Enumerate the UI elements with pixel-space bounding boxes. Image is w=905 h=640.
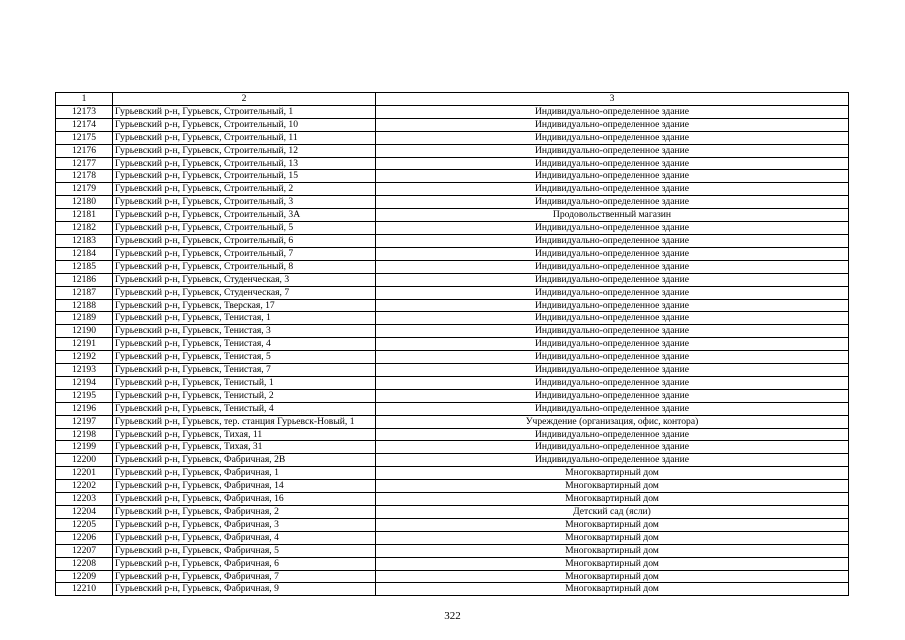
row-address-cell: Гурьевский р-н, Гурьевск, Тихая, 31 (113, 441, 376, 454)
row-number-cell: 12197 (56, 415, 113, 428)
table-row (56, 157, 849, 170)
row-type-cell: Индивидуально-определенное здание (376, 338, 849, 351)
row-address-cell: Гурьевский р-н, Гурьевск, Тенистая, 4 (113, 338, 376, 351)
row-type-cell: Индивидуально-определенное здание (376, 428, 849, 441)
row-type-cell: Многоквартирный дом (376, 557, 849, 570)
header-cell-address: 2 (113, 93, 376, 106)
row-address-cell: Гурьевский р-н, Гурьевск, Тенистый, 4 (113, 402, 376, 415)
row-type-cell: Индивидуально-определенное здание (376, 196, 849, 209)
row-address-cell: Гурьевский р-н, Гурьевск, Строительный, 11 (113, 131, 376, 144)
row-address-cell: Гурьевский р-н, Гурьевск, Тенистая, 3 (113, 325, 376, 338)
row-address-cell: Гурьевский р-н, Гурьевск, Тенистая, 7 (113, 364, 376, 377)
table-row (56, 364, 849, 377)
row-number-cell: 12174 (56, 118, 113, 131)
row-address-cell: Гурьевский р-н, Гурьевск, Тихая, 11 (113, 428, 376, 441)
row-type-cell: Индивидуально-определенное здание (376, 376, 849, 389)
table-row (56, 325, 849, 338)
row-address-cell: Гурьевский р-н, Гурьевск, Строительный, 3 (113, 196, 376, 209)
row-type-cell: Индивидуально-определенное здание (376, 273, 849, 286)
row-type-cell: Индивидуально-определенное здание (376, 234, 849, 247)
row-number-cell: 12177 (56, 157, 113, 170)
row-number-cell: 12186 (56, 273, 113, 286)
row-number-cell: 12198 (56, 428, 113, 441)
row-number-cell: 12189 (56, 312, 113, 325)
row-number-cell: 12191 (56, 338, 113, 351)
row-type-cell: Индивидуально-определенное здание (376, 157, 849, 170)
row-address-cell: Гурьевский р-н, Гурьевск, Фабричная, 1 (113, 467, 376, 480)
table-row (56, 312, 849, 325)
table-row (56, 170, 849, 183)
row-type-cell: Многоквартирный дом (376, 480, 849, 493)
row-type-cell: Индивидуально-определенное здание (376, 364, 849, 377)
table-row (56, 273, 849, 286)
row-number-cell: 12192 (56, 351, 113, 364)
row-number-cell: 12200 (56, 454, 113, 467)
table-row (56, 144, 849, 157)
table-row (56, 402, 849, 415)
table-body (56, 93, 849, 596)
row-type-cell: Индивидуально-определенное здание (376, 351, 849, 364)
table-row (56, 105, 849, 118)
row-number-cell: 12202 (56, 480, 113, 493)
row-address-cell: Гурьевский р-н, Гурьевск, Строительный, 6 (113, 234, 376, 247)
table-row (56, 286, 849, 299)
row-type-cell: Многоквартирный дом (376, 544, 849, 557)
row-address-cell: Гурьевский р-н, Гурьевск, тер. станция Гурьевск-Новый, 1 (113, 415, 376, 428)
table-row (56, 209, 849, 222)
row-number-cell: 12195 (56, 389, 113, 402)
table-row (56, 454, 849, 467)
row-address-cell: Гурьевский р-н, Гурьевск, Фабричная, 16 (113, 493, 376, 506)
row-number-cell: 12204 (56, 506, 113, 519)
row-type-cell: Многоквартирный дом (376, 583, 849, 596)
row-address-cell: Гурьевский р-н, Гурьевск, Тенистая, 5 (113, 351, 376, 364)
header-cell-type: 3 (376, 93, 849, 106)
row-number-cell: 12209 (56, 570, 113, 583)
row-address-cell: Гурьевский р-н, Гурьевск, Строительный, 10 (113, 118, 376, 131)
row-address-cell: Гурьевский р-н, Гурьевск, Строительный, 7 (113, 247, 376, 260)
row-address-cell: Гурьевский р-н, Гурьевск, Фабричная, 2В (113, 454, 376, 467)
table-row (56, 415, 849, 428)
row-type-cell: Индивидуально-определенное здание (376, 118, 849, 131)
row-number-cell: 12208 (56, 557, 113, 570)
row-number-cell: 12173 (56, 105, 113, 118)
row-address-cell: Гурьевский р-н, Гурьевск, Студенческая, 3 (113, 273, 376, 286)
row-type-cell: Учреждение (организация, офис, контора) (376, 415, 849, 428)
row-type-cell: Индивидуально-определенное здание (376, 131, 849, 144)
table-header-row (56, 93, 849, 106)
table-row (56, 183, 849, 196)
row-type-cell: Продовольственный магазин (376, 209, 849, 222)
row-number-cell: 12206 (56, 531, 113, 544)
row-number-cell: 12184 (56, 247, 113, 260)
table-row (56, 118, 849, 131)
row-number-cell: 12183 (56, 234, 113, 247)
table-row (56, 299, 849, 312)
table-row (56, 531, 849, 544)
row-type-cell: Многоквартирный дом (376, 493, 849, 506)
table-row (56, 376, 849, 389)
row-type-cell: Индивидуально-определенное здание (376, 170, 849, 183)
row-number-cell: 12179 (56, 183, 113, 196)
row-number-cell: 12182 (56, 222, 113, 235)
row-type-cell: Многоквартирный дом (376, 531, 849, 544)
row-type-cell: Индивидуально-определенное здание (376, 454, 849, 467)
row-address-cell: Гурьевский р-н, Гурьевск, Фабричная, 14 (113, 480, 376, 493)
row-address-cell: Гурьевский р-н, Гурьевск, Фабричная, 9 (113, 583, 376, 596)
row-address-cell: Гурьевский р-н, Гурьевск, Строительный, 5 (113, 222, 376, 235)
row-type-cell: Индивидуально-определенное здание (376, 299, 849, 312)
row-number-cell: 12176 (56, 144, 113, 157)
row-number-cell: 12178 (56, 170, 113, 183)
row-address-cell: Гурьевский р-н, Гурьевск, Студенческая, 7 (113, 286, 376, 299)
table-row (56, 196, 849, 209)
row-address-cell: Гурьевский р-н, Гурьевск, Фабричная, 2 (113, 506, 376, 519)
row-address-cell: Гурьевский р-н, Гурьевск, Фабричная, 4 (113, 531, 376, 544)
row-address-cell: Гурьевский р-н, Гурьевск, Тенистая, 1 (113, 312, 376, 325)
row-address-cell: Гурьевский р-н, Гурьевск, Фабричная, 5 (113, 544, 376, 557)
table-row (56, 338, 849, 351)
row-address-cell: Гурьевский р-н, Гурьевск, Строительный, 8 (113, 260, 376, 273)
row-address-cell: Гурьевский р-н, Гурьевск, Строительный, 2 (113, 183, 376, 196)
row-address-cell: Гурьевский р-н, Гурьевск, Тверская, 17 (113, 299, 376, 312)
row-address-cell: Гурьевский р-н, Гурьевск, Тенистый, 2 (113, 389, 376, 402)
row-number-cell: 12188 (56, 299, 113, 312)
row-type-cell: Индивидуально-определенное здание (376, 325, 849, 338)
row-number-cell: 12205 (56, 518, 113, 531)
table-row (56, 260, 849, 273)
table-row (56, 583, 849, 596)
row-type-cell: Детский сад (ясли) (376, 506, 849, 519)
table-row (56, 506, 849, 519)
table-row (56, 544, 849, 557)
table-row (56, 518, 849, 531)
row-type-cell: Многоквартирный дом (376, 518, 849, 531)
row-address-cell: Гурьевский р-н, Гурьевск, Тенистый, 1 (113, 376, 376, 389)
page-number: 322 (444, 610, 461, 622)
row-number-cell: 12190 (56, 325, 113, 338)
row-number-cell: 12210 (56, 583, 113, 596)
table-row (56, 247, 849, 260)
header-cell-number: 1 (56, 93, 113, 106)
row-number-cell: 12180 (56, 196, 113, 209)
row-type-cell: Индивидуально-определенное здание (376, 183, 849, 196)
row-type-cell: Индивидуально-определенное здание (376, 441, 849, 454)
table-row (56, 222, 849, 235)
row-type-cell: Индивидуально-определенное здание (376, 286, 849, 299)
row-type-cell: Индивидуально-определенное здание (376, 389, 849, 402)
row-number-cell: 12175 (56, 131, 113, 144)
row-address-cell: Гурьевский р-н, Гурьевск, Фабричная, 6 (113, 557, 376, 570)
table-row (56, 570, 849, 583)
row-type-cell: Многоквартирный дом (376, 570, 849, 583)
row-address-cell: Гурьевский р-н, Гурьевск, Фабричная, 3 (113, 518, 376, 531)
row-type-cell: Индивидуально-определенное здание (376, 144, 849, 157)
row-type-cell: Индивидуально-определенное здание (376, 312, 849, 325)
row-number-cell: 12199 (56, 441, 113, 454)
row-address-cell: Гурьевский р-н, Гурьевск, Строительный, 3А (113, 209, 376, 222)
row-type-cell: Индивидуально-определенное здание (376, 105, 849, 118)
table-row (56, 467, 849, 480)
row-type-cell: Многоквартирный дом (376, 467, 849, 480)
row-address-cell: Гурьевский р-н, Гурьевск, Фабричная, 7 (113, 570, 376, 583)
row-type-cell: Индивидуально-определенное здание (376, 222, 849, 235)
row-address-cell: Гурьевский р-н, Гурьевск, Строительный, 15 (113, 170, 376, 183)
table-row (56, 131, 849, 144)
row-number-cell: 12203 (56, 493, 113, 506)
table-row (56, 351, 849, 364)
row-type-cell: Индивидуально-определенное здание (376, 260, 849, 273)
row-number-cell: 12201 (56, 467, 113, 480)
property-table (55, 92, 849, 596)
row-number-cell: 12196 (56, 402, 113, 415)
table-row (56, 480, 849, 493)
row-number-cell: 12193 (56, 364, 113, 377)
row-number-cell: 12187 (56, 286, 113, 299)
table-row (56, 389, 849, 402)
row-type-cell: Индивидуально-определенное здание (376, 247, 849, 260)
table-row (56, 428, 849, 441)
row-number-cell: 12181 (56, 209, 113, 222)
table-row (56, 234, 849, 247)
table-row (56, 557, 849, 570)
row-address-cell: Гурьевский р-н, Гурьевск, Строительный, 1 (113, 105, 376, 118)
row-address-cell: Гурьевский р-н, Гурьевск, Строительный, 13 (113, 157, 376, 170)
row-type-cell: Индивидуально-определенное здание (376, 402, 849, 415)
row-number-cell: 12194 (56, 376, 113, 389)
row-number-cell: 12207 (56, 544, 113, 557)
table-row (56, 441, 849, 454)
table-row (56, 493, 849, 506)
row-number-cell: 12185 (56, 260, 113, 273)
row-address-cell: Гурьевский р-н, Гурьевск, Строительный, 12 (113, 144, 376, 157)
